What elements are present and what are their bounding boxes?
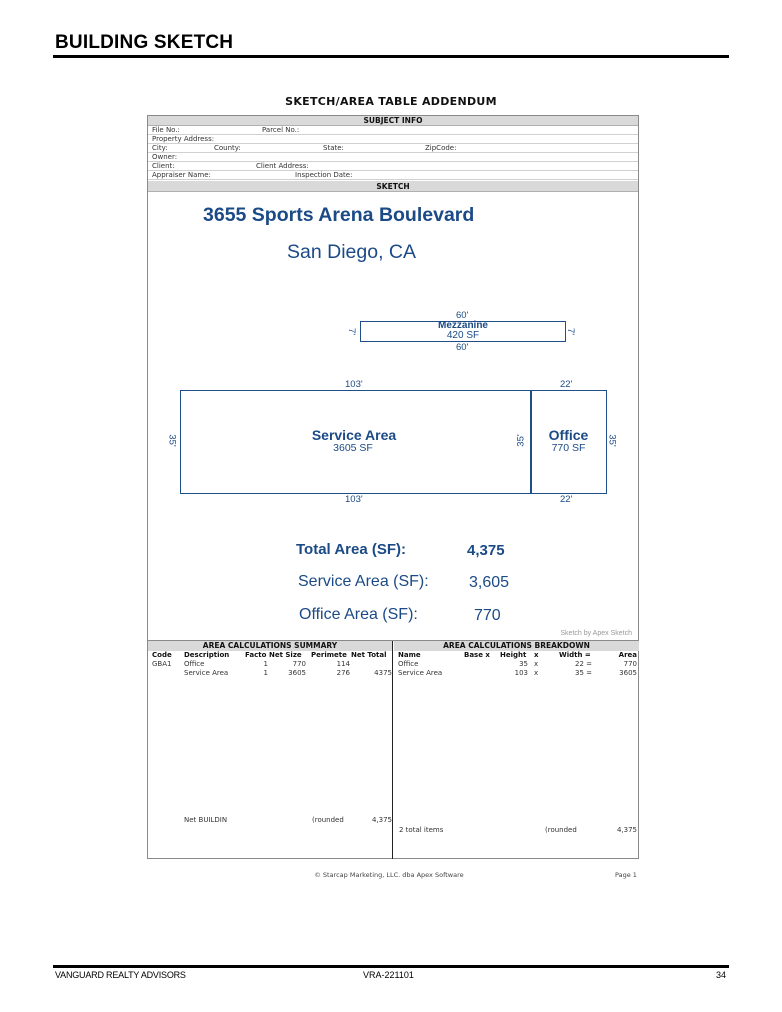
copyright-notice — [0, 871, 782, 879]
summary-col-net-total: Net Total — [351, 651, 387, 659]
summary-row-2-net-total: 4375 — [374, 669, 392, 677]
summary-col-code: Code — [152, 651, 172, 659]
breakdown-row-2-height: 103 — [514, 669, 528, 677]
mezzanine-name: Mezzanine — [437, 320, 488, 331]
page-title: BUILDING SKETCH — [55, 32, 234, 53]
address-line1: 3655 Sports Arena Boulevard — [203, 204, 475, 226]
sketch-header: SKETCH — [148, 181, 638, 192]
service-area-total-value: 3,605 — [469, 574, 510, 591]
breakdown-row-2-name: Service Area — [398, 669, 443, 677]
calculation-tables — [148, 640, 638, 859]
service-area-left-dim: 35' — [166, 434, 178, 447]
breakdown-row-2-area: 3605 — [619, 669, 637, 677]
city-label: City: — [152, 144, 168, 152]
service-area-room — [180, 390, 532, 494]
service-area-right-dim: 35' — [515, 434, 527, 447]
summary-row-2-net-size: 3605 — [288, 669, 306, 677]
footer-divider — [53, 965, 729, 968]
area-summary-table — [148, 641, 393, 859]
breakdown-row-2-x: x — [534, 669, 539, 677]
copyright-text: © Starcap Marketing, LLC. dba Apex Software — [314, 871, 464, 879]
info-row-address — [148, 135, 638, 144]
mezzanine-room — [360, 321, 566, 342]
breakdown-row-1-name: Office — [398, 660, 419, 668]
office-room — [530, 390, 607, 494]
footer-report-id: VRA-221101 — [363, 970, 414, 980]
summary-row-2-perimeter: 276 — [336, 669, 350, 677]
breakdown-col-area: Area — [618, 651, 637, 659]
total-area-label: Total Area (SF): — [296, 541, 407, 558]
service-area-bottom-dim: 103' — [345, 494, 363, 505]
breakdown-footer-rounded: (rounded — [545, 826, 577, 834]
summary-row-1-perimeter: 114 — [336, 660, 350, 668]
addendum-page-number: Page 1 — [615, 871, 637, 879]
breakdown-row-1-area: 770 — [623, 660, 637, 668]
office-top-dim: 22' — [560, 379, 573, 390]
summary-header: AREA CALCULATIONS SUMMARY — [148, 641, 392, 651]
address-line2: San Diego, CA — [287, 241, 416, 263]
state-label: State: — [323, 144, 344, 152]
office-area-total-value: 770 — [474, 607, 501, 624]
breakdown-footer-value: 4,375 — [616, 826, 637, 834]
zipcode-label: ZipCode: — [425, 144, 457, 152]
summary-row-2-factor: 1 — [263, 669, 268, 677]
summary-row-1-code: GBA1 — [152, 660, 172, 668]
service-area-sf: 3605 SF — [333, 442, 373, 454]
service-area-name: Service Area — [311, 427, 397, 443]
owner-label: Owner: — [152, 153, 178, 161]
breakdown-col-width: Width = — [559, 651, 591, 659]
inspection-date-label: Inspection Date: — [295, 171, 353, 179]
summary-footer-value: 4,375 — [371, 816, 392, 824]
service-area-total-label: Service Area (SF): — [298, 573, 429, 590]
breakdown-row-1-height: 35 — [519, 660, 528, 668]
summary-col-net-size: Net Size — [269, 651, 302, 659]
office-sf: 770 SF — [551, 442, 586, 454]
breakdown-col-name: Name — [398, 651, 421, 659]
sketch-area — [148, 193, 638, 640]
info-row-owner — [148, 153, 638, 162]
summary-col-description: Description — [184, 651, 230, 659]
client-label: Client: — [152, 162, 175, 170]
footer-company: VANGUARD REALTY ADVISORS — [55, 970, 186, 980]
sketch-credit: Sketch by Apex Sketch — [560, 630, 632, 637]
summary-col-factor: Facto — [245, 651, 267, 659]
office-right-dim: 35' — [606, 434, 618, 447]
addendum-title: SKETCH/AREA TABLE ADDENDUM — [285, 95, 497, 108]
addendum-frame — [147, 115, 639, 859]
property-address-label: Property Address: — [152, 135, 215, 143]
breakdown-row-1-width: 22 = — [575, 660, 592, 668]
mezzanine-area: 420 SF — [446, 330, 480, 341]
service-area-top-dim: 103' — [345, 379, 363, 390]
total-area-value: 4,375 — [467, 542, 505, 559]
breakdown-col-base: Base x — [464, 651, 490, 659]
breakdown-col-height: Height — [500, 651, 527, 659]
breakdown-row-1-x: x — [534, 660, 539, 668]
footer-page-number: 34 — [716, 970, 727, 980]
parcel-no-label: Parcel No.: — [262, 126, 300, 134]
file-no-label: File No.: — [152, 126, 180, 134]
breakdown-col-x: x — [534, 651, 539, 659]
info-row-client — [148, 162, 638, 171]
county-label: County: — [214, 144, 241, 152]
breakdown-footer-label: 2 total items — [399, 826, 444, 834]
info-row-appraiser — [148, 171, 638, 180]
breakdown-row-2-width: 35 = — [575, 669, 592, 677]
subject-info-header: SUBJECT INFO — [148, 116, 638, 126]
summary-row-1-description: Office — [184, 660, 205, 668]
summary-row-2-description: Service Area — [184, 669, 229, 677]
mezzanine-top-dim: 60' — [456, 310, 469, 321]
mezzanine-right-dim: 7' — [565, 327, 577, 336]
summary-footer-rounded: (rounded — [312, 816, 344, 824]
info-row-file — [148, 126, 638, 135]
info-row-city — [148, 144, 638, 153]
office-name: Office — [548, 427, 589, 443]
area-breakdown-table — [394, 641, 639, 859]
mezzanine-left-dim: 7' — [346, 327, 358, 336]
office-bottom-dim: 22' — [560, 494, 573, 505]
breakdown-header: AREA CALCULATIONS BREAKDOWN — [394, 641, 639, 651]
office-area-total-label: Office Area (SF): — [299, 606, 418, 623]
title-divider — [53, 55, 729, 58]
appraiser-name-label: Appraiser Name: — [152, 171, 211, 179]
client-address-label: Client Address: — [256, 162, 309, 170]
summary-row-1-net-size: 770 — [292, 660, 306, 668]
summary-footer-label: Net BUILDIN — [184, 816, 228, 824]
summary-row-1-factor: 1 — [263, 660, 268, 668]
mezzanine-bottom-dim: 60' — [456, 342, 469, 353]
summary-col-perimeter: Perimete — [311, 651, 347, 659]
